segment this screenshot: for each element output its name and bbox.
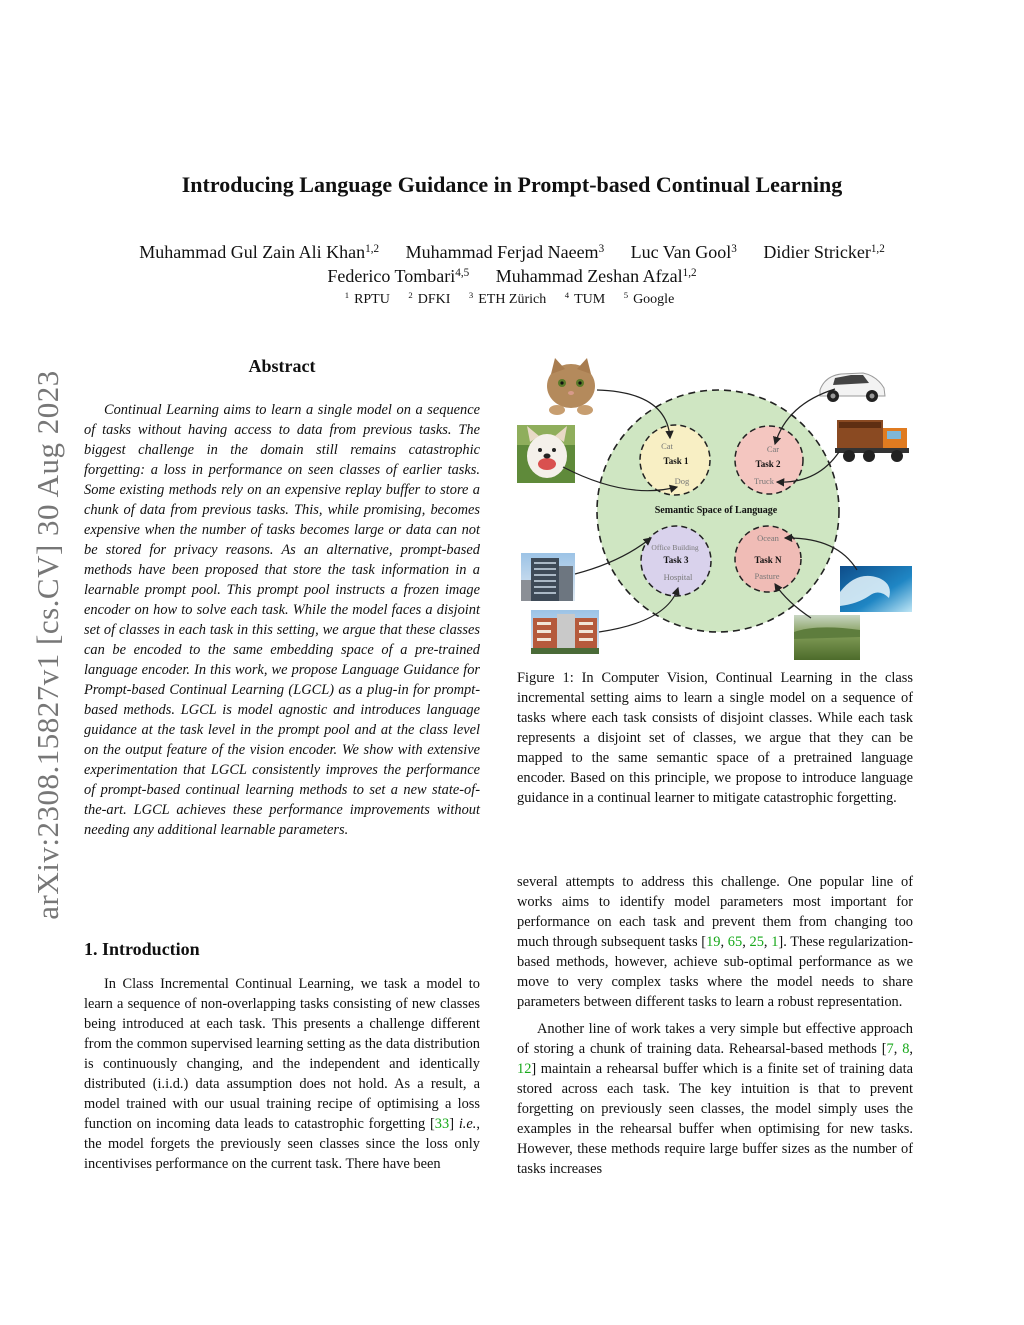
task-1-label: Task 1 — [663, 456, 689, 466]
car-image — [817, 356, 887, 406]
semantic-space-label: Semantic Space of Language — [654, 505, 778, 516]
task-1-bottom: Dog — [674, 476, 690, 486]
abstract-heading: Abstract — [248, 356, 316, 376]
affiliations — [60, 292, 964, 308]
affiliation: $^1$ RPTU — [344, 290, 390, 307]
affiliation: $^2$ DFKI — [408, 290, 451, 307]
citation-link[interactable]: 12 — [517, 1061, 532, 1077]
citation-link[interactable]: 33 — [434, 1116, 450, 1132]
author: Federico Tombari$^{4,5}$ — [327, 266, 470, 286]
task-2-label: Task 2 — [755, 459, 781, 469]
citation-link[interactable]: 25 — [749, 934, 764, 950]
author-line-1 — [60, 240, 964, 264]
author: Luc Van Gool$^3$ — [630, 242, 737, 262]
arxiv-stamp — [28, 345, 68, 945]
author: Didier Stricker$^{1,2}$ — [763, 242, 885, 262]
task-3-bottom: Hospital — [663, 572, 693, 582]
author-line-2 — [60, 264, 964, 288]
citation-link[interactable]: 8 — [902, 1041, 910, 1057]
intro-paragraph: In Class Incremental Continual Learning, we task a model to learn a sequence of non-overlapping tasks consisting of new classes being introduced at each task. This presents a challenge different from the common supervised learning setting as the data distribution is continuously changing, and the independent and identically distributed (i.i.d.) data assumption does not hold. As a result, a model trained with our usual training recipe of optimising a loss function on incoming data leads to catastrophic forgetting [33] i.e., the model forgets the previously seen classes since the loss only incentivises performance on the current task. There have been — [84, 976, 481, 1172]
author: Muhammad Zeshan Afzal$^{1,2}$ — [495, 266, 697, 286]
citation-link[interactable]: 65 — [727, 934, 743, 950]
task-3-top: Office Building — [651, 543, 699, 552]
hospital-image — [531, 610, 599, 654]
arxiv-id: arXiv:2308.15827v1 [cs.CV] 30 Aug 2023 — [30, 370, 65, 920]
task-n-top: Ocean — [757, 533, 779, 543]
citation-link[interactable]: 7 — [886, 1041, 894, 1057]
citation-link[interactable]: 19 — [706, 934, 721, 950]
author: Muhammad Gul Zain Ali Khan$^{1,2}$ — [139, 242, 380, 262]
introduction-heading: 1. Introduction — [84, 939, 200, 959]
abstract-body — [84, 400, 480, 840]
citation-link[interactable]: 1 — [771, 934, 779, 950]
task-3-label: Task 3 — [663, 555, 689, 565]
task-2-top: Car — [766, 444, 780, 454]
dog-image — [517, 425, 575, 483]
task-n-label: Task N — [754, 555, 782, 565]
office-building-image — [521, 553, 575, 601]
author: Muhammad Ferjad Naeem$^3$ — [405, 242, 605, 262]
right-column-body — [517, 872, 913, 1186]
caption-text: Figure 1: In Computer Vision, Continual Learning in the class incremental setting aims to learn a single model on a sequence of tasks where each task consists of disjoint classes. While each task represents a disjoint set of classes, we argue that they can be mapped to the same semantic space of a pretrained language encoder. Based on this principle, we propose to introduce language guidance in a continual learner to mitigate catastrophic forgetting. — [517, 670, 913, 806]
cat-image — [537, 356, 605, 415]
truck-image — [833, 414, 913, 466]
introduction-body — [84, 974, 480, 1174]
figure-caption — [517, 668, 913, 808]
task-2-bottom: Truck — [754, 476, 774, 486]
ocean-image — [840, 566, 912, 612]
paper-title: Introducing Language Guidance in Prompt-based Continual Learning — [181, 172, 843, 197]
figure-1 — [517, 352, 917, 662]
task-1-top: Cat — [661, 441, 673, 451]
affiliation: $^3$ ETH Zürich — [468, 290, 547, 307]
body-paragraph: several attempts to address this challenge. One popular line of works aims to identify model parameters most important for performance on each task and prevent them from changing too much through subsequent tasks [19, 65, 25, 1]. These regularization-based methods, however, achieve sub-optimal performance as we move to very complex tasks where the model needs to share parameters between different tasks to learn a robust representation. — [517, 874, 914, 1010]
pasture-image — [794, 615, 860, 660]
task-n-bottom: Pasture — [754, 571, 780, 581]
body-paragraph: Another line of work takes a very simple but effective approach of storing a chunk of training data. Rehearsal-based methods [7, 8, 12] maintain a rehearsal buffer which is a finite set of training data stored across each task. The key intuition is that to prevent forgetting on previously seen classes, the model simply uses the examples in the rehearsal buffer when optimising for new tasks. However, these methods require large buffer sizes as the number of tasks increases — [517, 1021, 913, 1177]
affiliation: $^4$ TUM — [564, 290, 606, 307]
abstract-text: Continual Learning aims to learn a single model on a sequence of tasks without having access to data from previous tasks. The biggest challenge in the domain still remains catastrophic forgetting: a loss in performance on seen classes of earlier tasks. Some existing methods rely on an expensive replay buffer to store a chunk of data from previous tasks. This, while promising, becomes expensive when the number of tasks becomes large or data can not be stored for privacy reasons. As an alternative, prompt-based methods have been proposed that store the task information in a learnable prompt pool. This prompt pool instructs a frozen image encoder on how to solve each task. While the model faces a disjoint set of classes in each task in this setting, we argue that these classes can be encoded to the same embedding space of a pre-trained language encoder. In this work, we propose Language Guidance for Prompt-based Continual Learning (LGCL) as a plug-in for prompt-based methods. LGCL is model agnostic and introduces language guidance at the task level in the prompt pool and at the class level on the output feature of the vision encoder. We show with extensive experimentation that LGCL consistently improves the performance of prompt-based continual learning methods to set a new state-of-the-art. LGCL achieves these performance improvements without needing any additional learnable parameters. — [84, 402, 480, 838]
affiliation: $^5$ Google — [623, 290, 675, 307]
